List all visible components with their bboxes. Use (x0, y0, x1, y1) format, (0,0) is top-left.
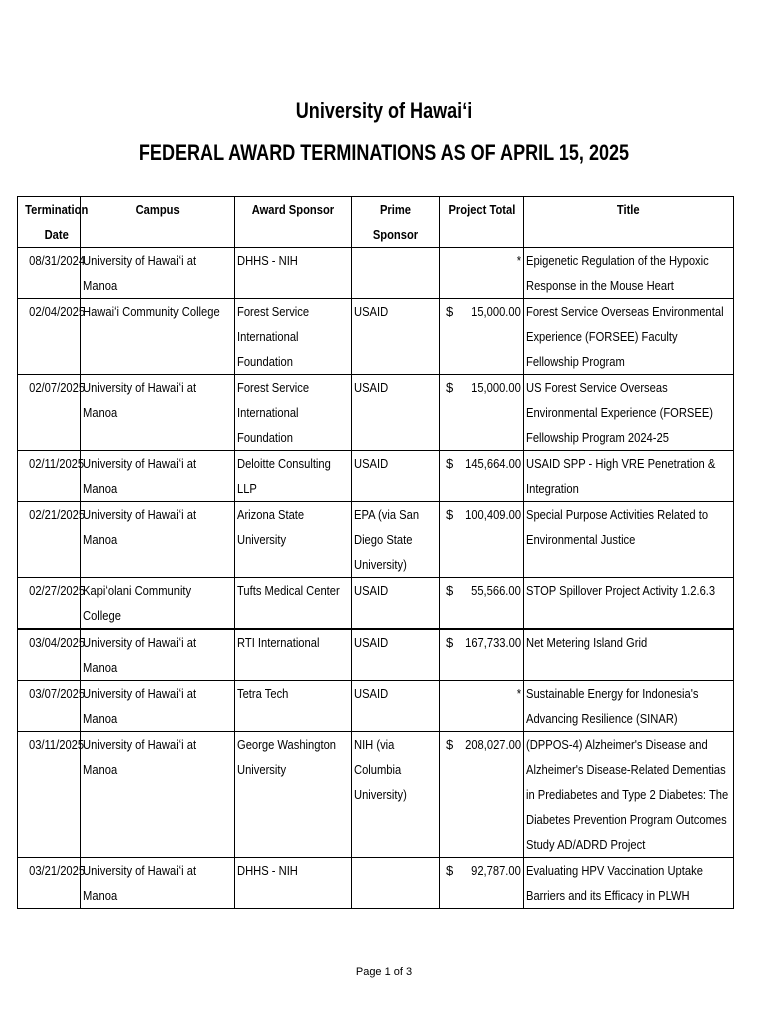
cell-date: 02/21/2025 (18, 502, 81, 578)
cell-title: US Forest Service Overseas Environmental Experience (FORSEE) Fellowship Program 2024-25 (524, 375, 734, 451)
document-title: University of Hawaiʻi (295, 98, 473, 123)
cell-title: Special Purpose Activities Related to Environmental Justice (524, 502, 734, 578)
cell-prime-sponsor: USAID (352, 299, 440, 375)
cell-title: Sustainable Energy for Indonesia's Advancing Resilience (SINAR) (524, 681, 734, 732)
column-header-title: Title (524, 197, 734, 248)
cell-date: 02/11/2025 (18, 451, 81, 502)
currency-symbol: $ (446, 737, 454, 752)
cell-date: 03/11/2025 (18, 732, 81, 858)
cell-prime-sponsor (352, 248, 440, 299)
cell-award-sponsor: Forest Service International Foundation (235, 375, 352, 451)
cell-title: (DPPOS-4) Alzheimer's Disease and Alzheimer's Disease-Related Dementias in Prediabetes and Type 2 Diabetes: The Diabetes Prevention Program Outcomes Study AD/ADRD Project (524, 732, 734, 858)
cell-prime-sponsor: USAID (352, 375, 440, 451)
cell-project-total: * (440, 681, 524, 732)
cell-title: STOP Spillover Project Activity 1.2.6.3 (524, 578, 734, 630)
cell-title: USAID SPP - High VRE Penetration & Integration (524, 451, 734, 502)
table-row (18, 858, 734, 909)
cell-title: Epigenetic Regulation of the Hypoxic Response in the Mouse Heart (524, 248, 734, 299)
cell-project-total: $ 208,027.00 (440, 732, 524, 858)
cell-award-sponsor: DHHS - NIH (235, 248, 352, 299)
cell-prime-sponsor (352, 858, 440, 909)
currency-symbol: $ (446, 456, 454, 471)
cell-campus: University of Hawaiʻi at Manoa (81, 502, 235, 578)
cell-date: 08/31/2024 (18, 248, 81, 299)
terminations-table (17, 196, 734, 909)
cell-campus: University of Hawaiʻi at Manoa (81, 732, 235, 858)
cell-date: 03/07/2025 (18, 681, 81, 732)
currency-symbol: $ (446, 304, 454, 319)
cell-campus: University of Hawaiʻi at Manoa (81, 375, 235, 451)
cell-project-total: $ 145,664.00 (440, 451, 524, 502)
cell-award-sponsor: RTI International (235, 629, 352, 681)
cell-date: 02/27/2025 (18, 578, 81, 630)
table-row (18, 578, 734, 630)
cell-project-total: $ 100,409.00 (440, 502, 524, 578)
cell-prime-sponsor: USAID (352, 629, 440, 681)
cell-campus: University of Hawaiʻi at Manoa (81, 858, 235, 909)
table-row (18, 375, 734, 451)
cell-award-sponsor: Deloitte Consulting LLP (235, 451, 352, 502)
column-header-campus: Campus (81, 197, 235, 248)
cell-campus: University of Hawaiʻi at Manoa (81, 681, 235, 732)
cell-campus: Kapiʻolani Community College (81, 578, 235, 630)
currency-symbol: $ (446, 635, 454, 650)
column-header-date: Termination Date (18, 197, 81, 248)
cell-project-total: * (440, 248, 524, 299)
currency-symbol: $ (446, 380, 454, 395)
cell-prime-sponsor: USAID (352, 578, 440, 630)
table-row (18, 248, 734, 299)
cell-date: 02/04/2025 (18, 299, 81, 375)
cell-award-sponsor: DHHS - NIH (235, 858, 352, 909)
cell-date: 02/07/2025 (18, 375, 81, 451)
cell-project-total: $ 15,000.00 (440, 375, 524, 451)
cell-award-sponsor: George Washington University (235, 732, 352, 858)
table-row (18, 681, 734, 732)
cell-prime-sponsor: NIH (via Columbia University) (352, 732, 440, 858)
cell-award-sponsor: Tufts Medical Center (235, 578, 352, 630)
cell-campus: University of Hawaiʻi at Manoa (81, 451, 235, 502)
cell-campus: University of Hawaiʻi at Manoa (81, 629, 235, 681)
cell-project-total: $ 92,787.00 (440, 858, 524, 909)
currency-symbol: $ (446, 583, 454, 598)
document-subtitle: FEDERAL AWARD TERMINATIONS AS OF APRIL 15, 2025 (138, 140, 630, 165)
currency-symbol: $ (446, 863, 454, 878)
cell-campus: University of Hawaiʻi at Manoa (81, 248, 235, 299)
cell-campus: Hawaiʻi Community College (81, 299, 235, 375)
cell-title: Forest Service Overseas Environmental Experience (FORSEE) Faculty Fellowship Program (524, 299, 734, 375)
cell-title: Net Metering Island Grid (524, 629, 734, 681)
page-number: Page 1 of 3 (355, 966, 413, 978)
table-row (18, 732, 734, 858)
cell-project-total: $ 167,733.00 (440, 629, 524, 681)
cell-award-sponsor: Tetra Tech (235, 681, 352, 732)
cell-prime-sponsor: EPA (via San Diego State University) (352, 502, 440, 578)
cell-project-total: $ 15,000.00 (440, 299, 524, 375)
cell-title: Evaluating HPV Vaccination Uptake Barriers and its Efficacy in PLWH (524, 858, 734, 909)
cell-award-sponsor: Forest Service International Foundation (235, 299, 352, 375)
table-row (18, 502, 734, 578)
cell-project-total: $ 55,566.00 (440, 578, 524, 630)
cell-prime-sponsor: USAID (352, 451, 440, 502)
column-header-award-sponsor: Award Sponsor (235, 197, 352, 248)
cell-date: 03/21/2025 (18, 858, 81, 909)
column-header-prime-sponsor: Prime Sponsor (352, 197, 440, 248)
cell-date: 03/04/2025 (18, 629, 81, 681)
cell-prime-sponsor: USAID (352, 681, 440, 732)
table-row (18, 629, 734, 681)
cell-award-sponsor: Arizona State University (235, 502, 352, 578)
column-header-project-total: Project Total (440, 197, 524, 248)
table-row (18, 451, 734, 502)
currency-symbol: $ (446, 507, 454, 522)
table-row (18, 299, 734, 375)
table-header-row (18, 197, 734, 248)
